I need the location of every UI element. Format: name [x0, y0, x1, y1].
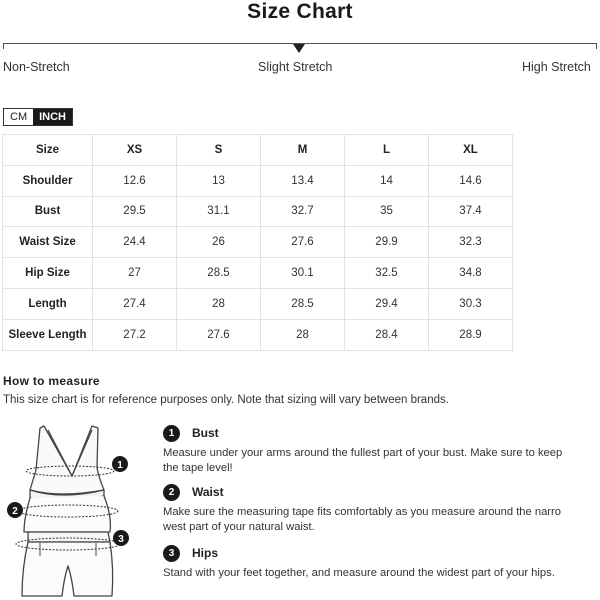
svg-text:3: 3	[118, 534, 124, 545]
table-cell: 12.6	[93, 165, 177, 196]
measure-item-hips	[163, 544, 563, 581]
table-cell: 28	[177, 288, 261, 319]
table-cell: 24.4	[93, 227, 177, 258]
measure-item-text: Stand with your feet together, and measure around the widest part of your hips.	[163, 567, 555, 579]
table-row-label: Waist Size	[3, 227, 93, 258]
table-row-label: Hip Size	[3, 258, 93, 289]
figure-marker-1	[112, 456, 128, 472]
figure-marker-3	[113, 530, 129, 546]
table-cell: 14	[345, 165, 429, 196]
table-cell: 13.4	[261, 165, 345, 196]
table-cell: 28.9	[429, 319, 513, 350]
table-cell: 30.3	[429, 288, 513, 319]
table-row	[3, 196, 513, 227]
measure-item-text: Measure under your arms around the fullest part of your bust. Make sure to keep the tape level!	[163, 447, 563, 474]
measure-item-name: Waist	[192, 485, 224, 499]
stretch-marker-icon	[293, 44, 305, 53]
page-title: Size Chart	[247, 0, 353, 23]
svg-text:2: 2	[12, 506, 18, 517]
table-cell: 28.5	[177, 258, 261, 289]
table-cell: 27.4	[93, 288, 177, 319]
table-cell: 31.1	[177, 196, 261, 227]
table-cell: 28.4	[345, 319, 429, 350]
number-badge-icon: 2	[163, 484, 180, 501]
table-cell: 28	[261, 319, 345, 350]
table-header-cell: L	[345, 135, 429, 166]
svg-text:1: 1	[117, 460, 123, 471]
number-badge-icon: 1	[163, 425, 180, 442]
measure-item-text: Make sure the measuring tape fits comfortably as you measure around the narrowest part of your natural waist.	[163, 506, 561, 533]
table-row-label: Shoulder	[3, 165, 93, 196]
stretch-label-high: High Stretch	[522, 60, 591, 74]
table-cell: 29.4	[345, 288, 429, 319]
table-cell: 13	[177, 165, 261, 196]
table-cell: 37.4	[429, 196, 513, 227]
figure-marker-2	[7, 502, 23, 518]
measure-item-waist	[163, 483, 563, 534]
table-header-size: Size	[3, 135, 93, 166]
table-cell: 28.5	[261, 288, 345, 319]
table-row-label: Sleeve Length	[3, 319, 93, 350]
stretch-label-non: Non-Stretch	[3, 60, 70, 74]
table-cell: 34.8	[429, 258, 513, 289]
table-cell: 14.6	[429, 165, 513, 196]
number-badge-icon: 3	[163, 545, 180, 562]
table-row-label: Bust	[3, 196, 93, 227]
table-cell: 32.3	[429, 227, 513, 258]
measure-item-name: Hips	[192, 546, 219, 560]
stretch-label-slight: Slight Stretch	[258, 60, 333, 74]
table-row	[3, 258, 513, 289]
how-to-measure-title: How to measure	[3, 374, 100, 388]
stretch-tick-right	[596, 43, 597, 49]
table-cell: 32.5	[345, 258, 429, 289]
how-to-measure-description: This size chart is for reference purposes only. Note that sizing will vary between brands.	[3, 394, 449, 406]
table-cell: 27.6	[177, 319, 261, 350]
table-header-row	[3, 135, 513, 166]
size-table	[2, 134, 513, 351]
table-cell: 30.1	[261, 258, 345, 289]
stretch-tick-left	[3, 43, 4, 49]
table-cell: 35	[345, 196, 429, 227]
table-header-cell: XS	[93, 135, 177, 166]
table-cell: 27	[93, 258, 177, 289]
unit-inch-button[interactable]: INCH	[33, 109, 72, 125]
garment-measure-figure	[0, 418, 140, 600]
unit-toggle	[3, 108, 73, 126]
table-cell: 32.7	[261, 196, 345, 227]
table-header-cell: XL	[429, 135, 513, 166]
table-cell: 29.5	[93, 196, 177, 227]
table-header-cell: M	[261, 135, 345, 166]
table-row	[3, 227, 513, 258]
measure-item-bust	[163, 424, 563, 475]
table-row	[3, 288, 513, 319]
table-cell: 27.6	[261, 227, 345, 258]
table-row-label: Length	[3, 288, 93, 319]
table-row	[3, 319, 513, 350]
table-header-cell: S	[177, 135, 261, 166]
table-cell: 27.2	[93, 319, 177, 350]
measure-item-name: Bust	[192, 426, 219, 440]
table-row	[3, 165, 513, 196]
unit-cm-button[interactable]: CM	[4, 109, 33, 125]
table-cell: 29.9	[345, 227, 429, 258]
table-cell: 26	[177, 227, 261, 258]
